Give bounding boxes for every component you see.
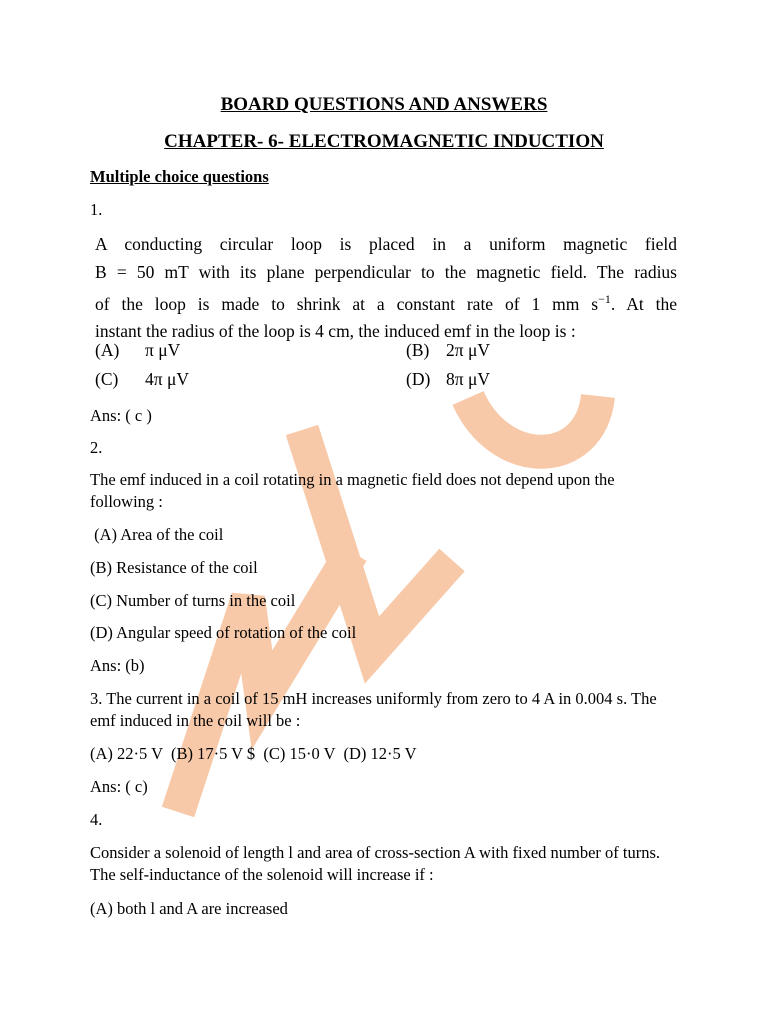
question-1-number: 1. xyxy=(90,200,103,219)
watermark-letter-c xyxy=(468,396,598,452)
question-2-answer: Ans: (b) xyxy=(90,656,145,675)
watermark-letter-v xyxy=(302,430,452,650)
q3-options: (A) 22·5 V (B) 17·5 V $ (C) 15·0 V (D) 12·5 V xyxy=(90,744,417,763)
question-2-text: The emf induced in a coil rotating in a magnetic field does not depend upon the following : xyxy=(90,470,615,511)
question-3-answer: Ans: ( c) xyxy=(90,777,148,796)
question-1-answer: Ans: ( c ) xyxy=(90,406,152,425)
option-text: 2π μV xyxy=(446,340,490,360)
q1-option-d xyxy=(406,369,490,390)
q2-option-d: (D) Angular speed of rotation of the coil xyxy=(90,623,357,642)
q4-option-a: (A) both l and A are increased xyxy=(90,899,288,918)
chapter-title: CHAPTER- 6- ELECTROMAGNETIC INDUCTION xyxy=(164,131,604,152)
question-1-text xyxy=(95,231,677,346)
option-text: 4π μV xyxy=(145,369,189,389)
question-1-line: instant the radius of the loop is 4 cm, the induced emf in the loop is : xyxy=(95,321,576,342)
page-title: BOARD QUESTIONS AND ANSWERS xyxy=(220,94,548,115)
q1-option-a xyxy=(95,340,180,361)
option-text: π μV xyxy=(145,340,181,360)
question-1-line: B = 50 mT with its plane perpendicular to the magnetic field. The radius xyxy=(95,261,677,282)
question-3-text: 3. The current in a coil of 15 mH increases uniformly from zero to 4 A in 0.004 s. The emf induced in the coil will be : xyxy=(90,689,657,730)
q1-option-c xyxy=(95,369,189,390)
option-label: (C) xyxy=(95,369,119,389)
section-heading: Multiple choice questions xyxy=(90,167,269,186)
question-1-line3-text: of the loop is made to shrink at a constant rate of 1 mm s xyxy=(95,293,599,314)
option-text: 8π μV xyxy=(446,369,490,389)
q2-option-c: (C) Number of turns in the coil xyxy=(90,591,296,610)
question-1-line: A conducting circular loop is placed in a uniform magnetic field xyxy=(95,234,677,254)
question-4-number: 4. xyxy=(90,810,103,829)
exponent: −1 xyxy=(598,292,611,306)
q1-option-b xyxy=(406,340,490,361)
option-label: (B) xyxy=(406,340,430,360)
question-1-line3-tail: . At the xyxy=(610,293,677,314)
question-1-line xyxy=(95,286,677,318)
q2-option-a: (A) Area of the coil xyxy=(90,525,224,544)
q2-option-b: (B) Resistance of the coil xyxy=(90,558,258,577)
option-label: (D) xyxy=(406,369,431,389)
option-label: (A) xyxy=(95,340,120,360)
question-4-text: Consider a solenoid of length l and area of cross-section A with fixed number of turns. The self-inductance of the solenoid will increase if : xyxy=(90,843,661,884)
question-2-number: 2. xyxy=(90,438,103,457)
